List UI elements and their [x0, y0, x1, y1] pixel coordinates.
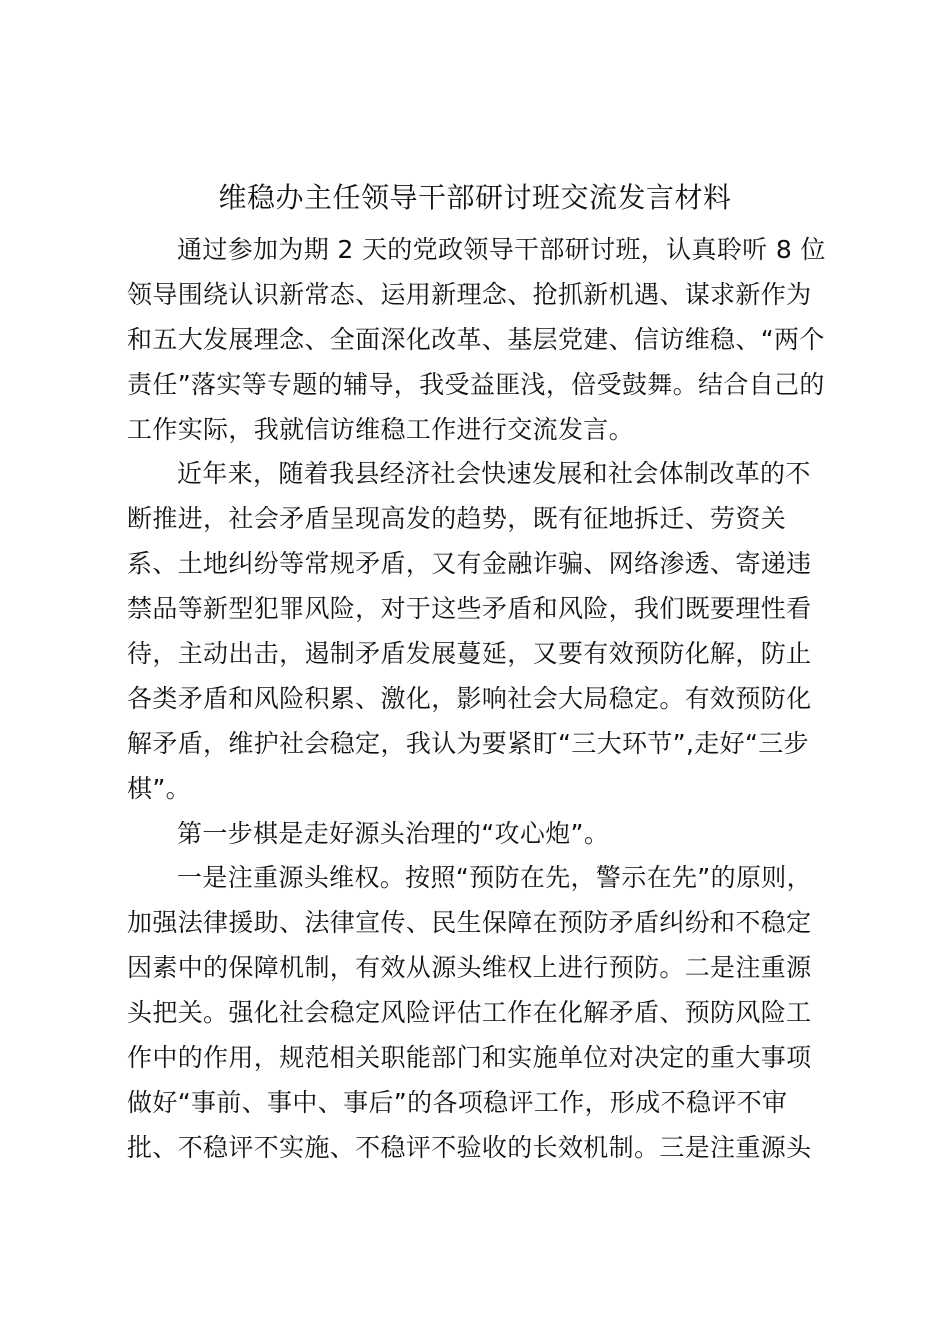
text-line: 各类矛盾和风险积累、激化，影响社会大局稳定。有效预防化 — [127, 683, 812, 713]
text-line: 做好“事前、事中、事后”的各项稳评工作，形成不稳评不审 — [127, 1087, 788, 1117]
section-heading-line: 第一步棋是走好源头治理的“攻心炮”。 — [177, 818, 610, 848]
text-line: 禁品等新型犯罪风险，对于这些矛盾和风险，我们既要理性看 — [127, 594, 812, 624]
paragraph-intro — [127, 228, 837, 452]
text-line: 责任”落实等专题的辅导，我受益匪浅，倍受鼓舞。结合自己的 — [127, 369, 825, 399]
text-line: 待，主动出击，遏制矛盾发展蔓延，又要有效预防化解，防止 — [127, 639, 812, 669]
text-line: 头把关。强化社会稳定风险评估工作在化解矛盾、预防风险工 — [127, 998, 812, 1028]
text-line: 棋”。 — [127, 773, 192, 803]
text-line: 通过参加为期 2 天的党政领导干部研讨班，认真聆听 8 位 — [177, 235, 826, 264]
text-line: 批、不稳评不实施、不稳评不验收的长效机制。三是注重源头 — [127, 1132, 812, 1162]
paragraph-background — [127, 452, 837, 811]
paragraph-step-one-body — [127, 856, 837, 1170]
text-line: 一是注重源头维权。按照“预防在先，警示在先”的原则， — [177, 863, 813, 893]
text-line: 工作实际，我就信访维稳工作进行交流发言。 — [127, 414, 635, 444]
text-line: 近年来，随着我县经济社会快速发展和社会体制改革的不 — [177, 459, 811, 489]
text-line: 和五大发展理念、全面深化改革、基层党建、信访维稳、“两个 — [127, 324, 825, 354]
text-line: 领导围绕认识新常态、运用新理念、抢抓新机遇、谋求新作为 — [127, 279, 812, 309]
text-line: 作中的作用，规范相关职能部门和实施单位对决定的重大事项 — [127, 1043, 812, 1073]
document-title: 维稳办主任领导干部研讨班交流发言材料 — [218, 181, 732, 214]
text-line: 断推进，社会矛盾呈现高发的趋势，既有征地拆迁、劳资关 — [127, 504, 787, 534]
text-line: 加强法律援助、法律宣传、民生保障在预防矛盾纠纷和不稳定 — [127, 908, 812, 938]
document-body — [127, 228, 837, 1171]
text-line: 因素中的保障机制，有效从源头维权上进行预防。二是注重源 — [127, 953, 812, 983]
text-line: 系、土地纠纷等常规矛盾，又有金融诈骗、网络渗透、寄递违 — [127, 549, 812, 579]
paragraph-step-one-heading — [127, 812, 837, 857]
text-line: 解矛盾，维护社会稳定，我认为要紧盯“三大环节”,走好“三步 — [127, 728, 809, 758]
